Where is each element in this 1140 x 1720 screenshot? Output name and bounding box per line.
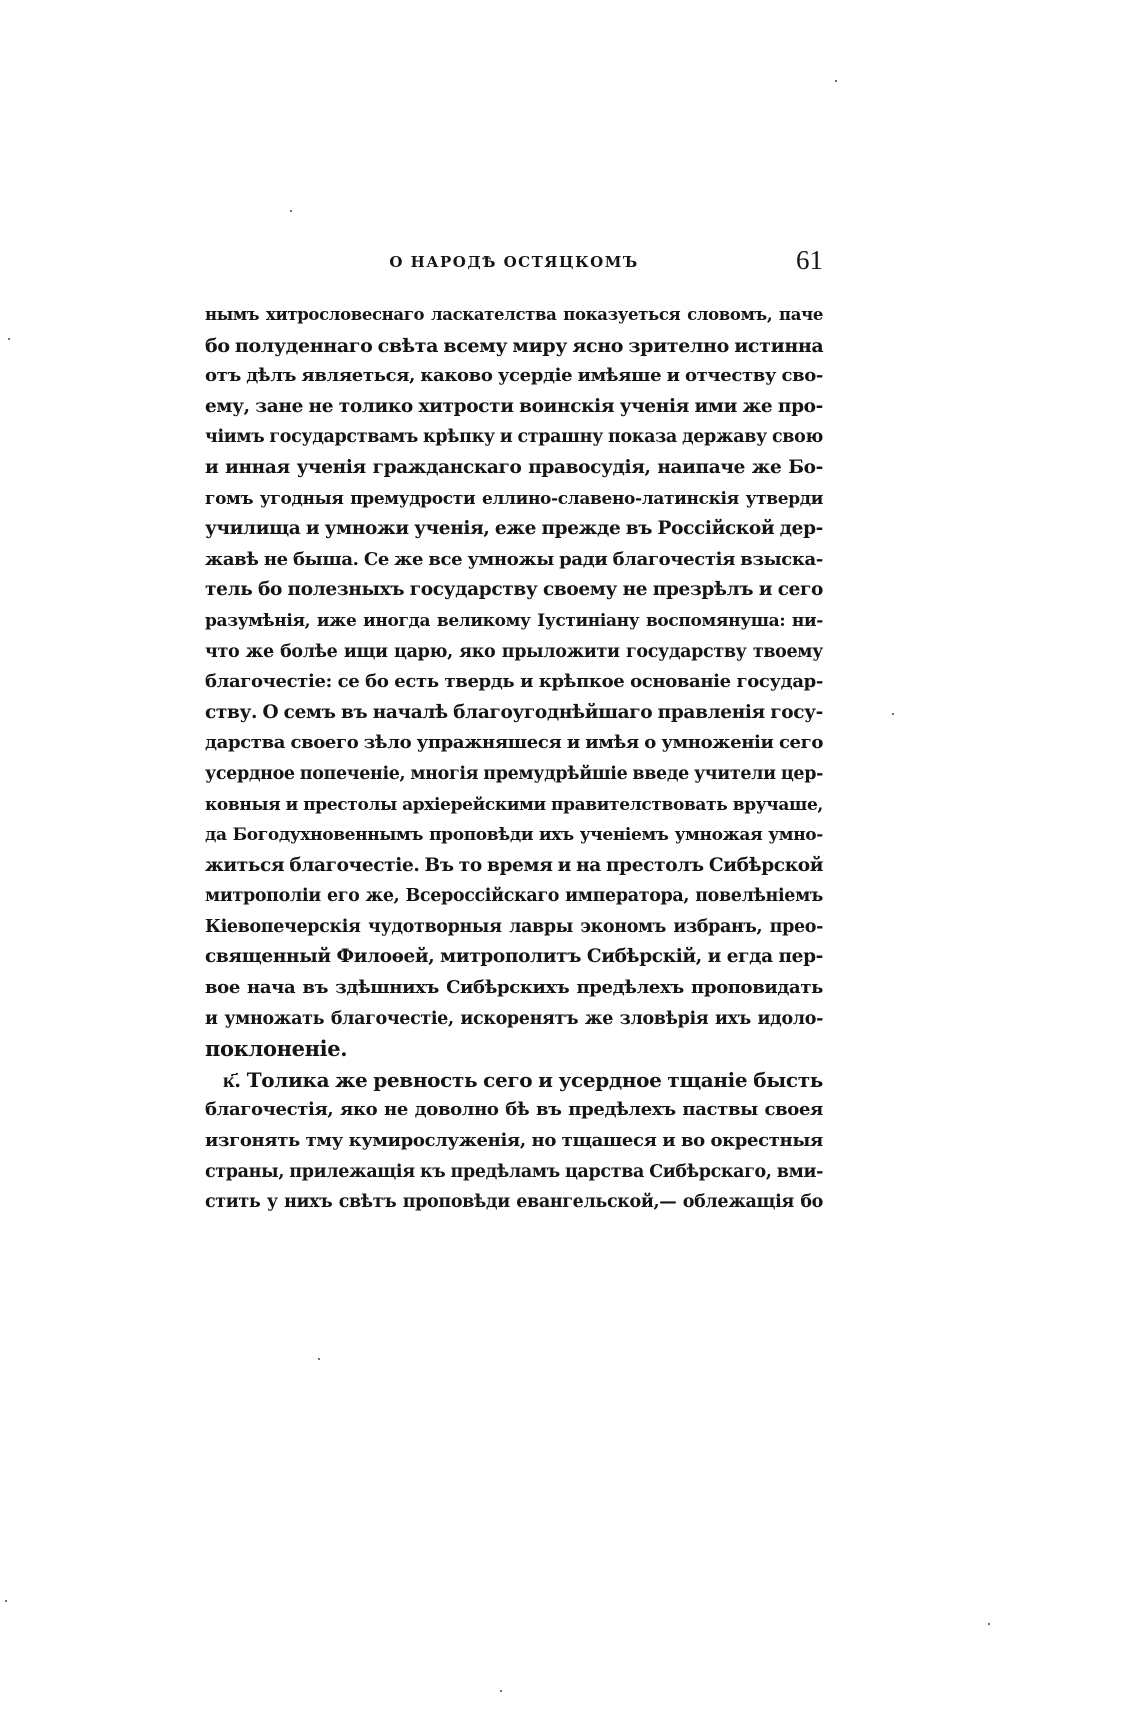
text-line: страны, прилежащія къ предѣламъ царства Сибѣрскаго, вми-: [205, 1161, 823, 1182]
scan-speck: [500, 1690, 502, 1692]
text-line: разумѣнія, иже иногда великому Іустиніану воспомянуша: ни-: [205, 610, 823, 631]
text-line: вое нача въ здѣшнихъ Сибѣрскихъ предѣлехъ проповидать: [205, 977, 823, 999]
scan-speck: [988, 1623, 990, 1625]
scan-speck: [290, 210, 292, 212]
text-line: изгонять тму кумирослуженія, но тщашеся и во окрестныя: [205, 1130, 823, 1152]
text-line: благочестія, яко не доволно бѣ въ предѣлехъ паствы своея: [205, 1099, 823, 1121]
scan-speck: [892, 713, 894, 715]
running-title: О НАРОДѢ ОСТЯЦКОМЪ: [389, 253, 639, 271]
text-line: ству. О семъ въ началѣ благоугоднѣйшаго правленія госу-: [205, 701, 823, 723]
paragraph: [205, 300, 823, 1065]
text-line: жавѣ не быша. Се же все умножы ради благочестія взыска-: [205, 548, 823, 570]
text-line: да Богодухновеннымъ проповѣди ихъ ученіемъ умножая умно-: [205, 825, 823, 846]
paragraph: [205, 1065, 823, 1218]
body-text: [205, 300, 823, 1218]
text-line: усердное попеченіе, многія премудрѣйшіе введе учители цер-: [205, 763, 823, 784]
text-line: ковныя и престолы архіерейскими правителствовать вручаше,: [205, 794, 823, 815]
text-line: отъ дѣлъ являеться, каково усердіе имѣяше и отчеству сво-: [205, 365, 823, 387]
page-number: 61: [796, 245, 823, 275]
text-line: митрополіи его же, Всероссійскаго императора, повелѣніемъ: [205, 886, 823, 907]
text-line: чіимъ государствамъ крѣпку и страшну показа державу свою: [205, 427, 823, 448]
text-line: житься благочестіе. Въ то время и на престолъ Сибѣрской: [205, 854, 824, 876]
scan-speck: [5, 1600, 7, 1602]
text-line: Кіевопечерскія чудотворныя лавры экономъ избранъ, прео-: [205, 916, 823, 937]
text-line: священный Филоѳей, митрополитъ Сибѣрскій, и егда пер-: [205, 946, 823, 968]
scan-speck: [835, 80, 837, 82]
scan-speck: [8, 338, 10, 340]
text-line: гомъ угодныя премудрости еллино-славено-латинскія утверди: [205, 488, 823, 509]
running-head: [205, 245, 823, 285]
scan-speck: [318, 1358, 320, 1360]
text-line: и инная ученія гражданскаго правосудія, наипаче же Бо-: [205, 456, 823, 478]
text-line: училища и умножи ученія, еже прежде въ Россійской дер-: [205, 518, 823, 540]
text-line: ему, зане не толико хитрости воинскія ученія ими же про-: [205, 395, 823, 417]
text-line: тель бо полезныхъ государству своему не презрѣлъ и сего: [205, 579, 823, 601]
text-line: что же болѣе ищи царю, яко прыложити государству твоему: [205, 641, 823, 662]
text-line: благочестіе: се бо есть твердь и крѣпкое основаніе государ-: [205, 671, 823, 693]
text-line: к҃. Толика же ревность сего и усердное тщаніе бысть: [223, 1067, 823, 1092]
text-line: бо полуденнаго свѣта всему миру ясно зрително истинна: [205, 334, 824, 357]
text-line: нымъ хитрословеснаго ласкателства показуеться словомъ, паче: [205, 305, 823, 324]
text-line: и умножать благочестіе, искоренятъ же зловѣрія ихъ идоло-: [205, 1008, 823, 1029]
text-line: поклоненіе.: [205, 1036, 348, 1062]
text-line: дарства своего зѣло упражняшеся и имѣя о умноженіи сего: [205, 732, 823, 754]
text-line: стить у нихъ свѣтъ проповѣди евангельской,— облежащія бо: [205, 1192, 823, 1213]
